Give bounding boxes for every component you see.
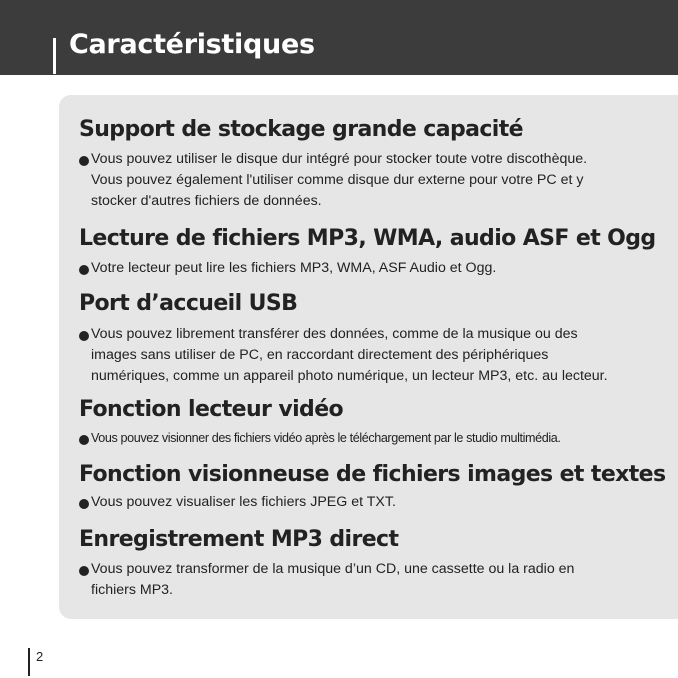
header-bar xyxy=(0,0,678,75)
list-item-playback xyxy=(79,258,659,279)
item-text-video: Vous pouvez visionner des fichiers vidéo après le téléchargement par le studio multimédia. xyxy=(91,431,561,445)
item-text-recording: Vous pouvez transformer de la musique d’un CD, une cassette ou la radio en fichiers MP3. xyxy=(91,561,575,598)
section-heading-recording: Enregistrement MP3 direct xyxy=(79,527,399,552)
bullet-icon xyxy=(79,156,89,166)
page-number: 2 xyxy=(36,649,44,664)
item-text-playback: Votre lecteur peut lire les fichiers MP3, WMA, ASF Audio et Ogg. xyxy=(91,260,497,276)
bullet-icon xyxy=(79,499,89,509)
bullet-icon xyxy=(79,566,89,576)
bullet-icon xyxy=(79,435,89,445)
item-text-viewer: Vous pouvez visualiser les fichiers JPEG et TXT. xyxy=(91,494,396,510)
page-title: Caractéristiques xyxy=(69,29,315,60)
section-heading-storage: Support de stockage grande capacité xyxy=(79,117,523,142)
bullet-icon xyxy=(79,331,89,341)
bullet-icon xyxy=(79,265,89,275)
item-text-usb: Vous pouvez librement transférer des données, comme de la musique ou des images sans utiliser de PC, en raccordant directement des périphériques numériques, comme un appareil photo numérique, un lecteur MP3, etc. au lecteur. xyxy=(91,326,608,384)
section-heading-video: Fonction lecteur vidéo xyxy=(79,397,344,422)
footer-rule xyxy=(28,648,30,676)
item-text-storage: Vous pouvez utiliser le disque dur intégré pour stocker toute votre discothèque. Vous pouvez également l'utiliser comme disque dur externe pour votre PC et y stocker d'autres fichiers de données. xyxy=(91,151,588,209)
list-item-storage xyxy=(79,149,659,212)
section-heading-playback: Lecture de fichiers MP3, WMA, audio ASF et Ogg xyxy=(79,226,656,251)
list-item-usb xyxy=(79,324,659,387)
list-item-video xyxy=(79,428,659,449)
list-item-recording xyxy=(79,559,659,601)
section-heading-usb: Port d’accueil USB xyxy=(79,291,298,316)
header-accent-rule xyxy=(53,38,56,74)
list-item-viewer xyxy=(79,492,659,513)
section-heading-viewer: Fonction visionneuse de fichiers images et textes xyxy=(79,462,666,487)
